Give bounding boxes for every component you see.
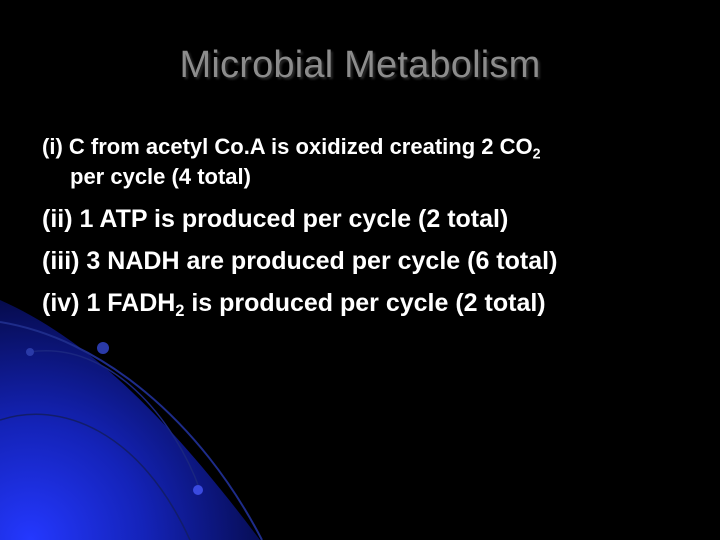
decor-dot [97, 342, 109, 354]
bullet-item-1 [42, 132, 702, 192]
bullet-item-1-line-2: per cycle (4 total) [70, 164, 251, 189]
bullet-item-3: (iii) 3 NADH are produced per cycle (6 total) [42, 247, 558, 275]
bullet-item-4 [42, 282, 702, 324]
bullet-item-2: (ii) 1 ATP is produced per cycle (2 total) [42, 205, 509, 233]
decor-dot [26, 348, 34, 356]
slide-title: Microbial Metabolism [179, 44, 541, 86]
bullet-item-4-text-before: (iv) 1 FADH [42, 289, 176, 317]
bullet-item-4-text-after: is produced per cycle (2 total) [184, 289, 546, 317]
decor-dot [193, 485, 203, 495]
bullet-item-4-subscript: 2 [175, 301, 185, 320]
bullet-item-1-line-1 [42, 132, 702, 162]
bullet-item-1-text: (i) C from acetyl Co.A is oxidized creating 2 CO [42, 134, 533, 159]
bullet-item-1-subscript: 2 [532, 146, 541, 163]
blue-swoosh-shape [0, 300, 260, 540]
bullet-list [42, 132, 702, 324]
